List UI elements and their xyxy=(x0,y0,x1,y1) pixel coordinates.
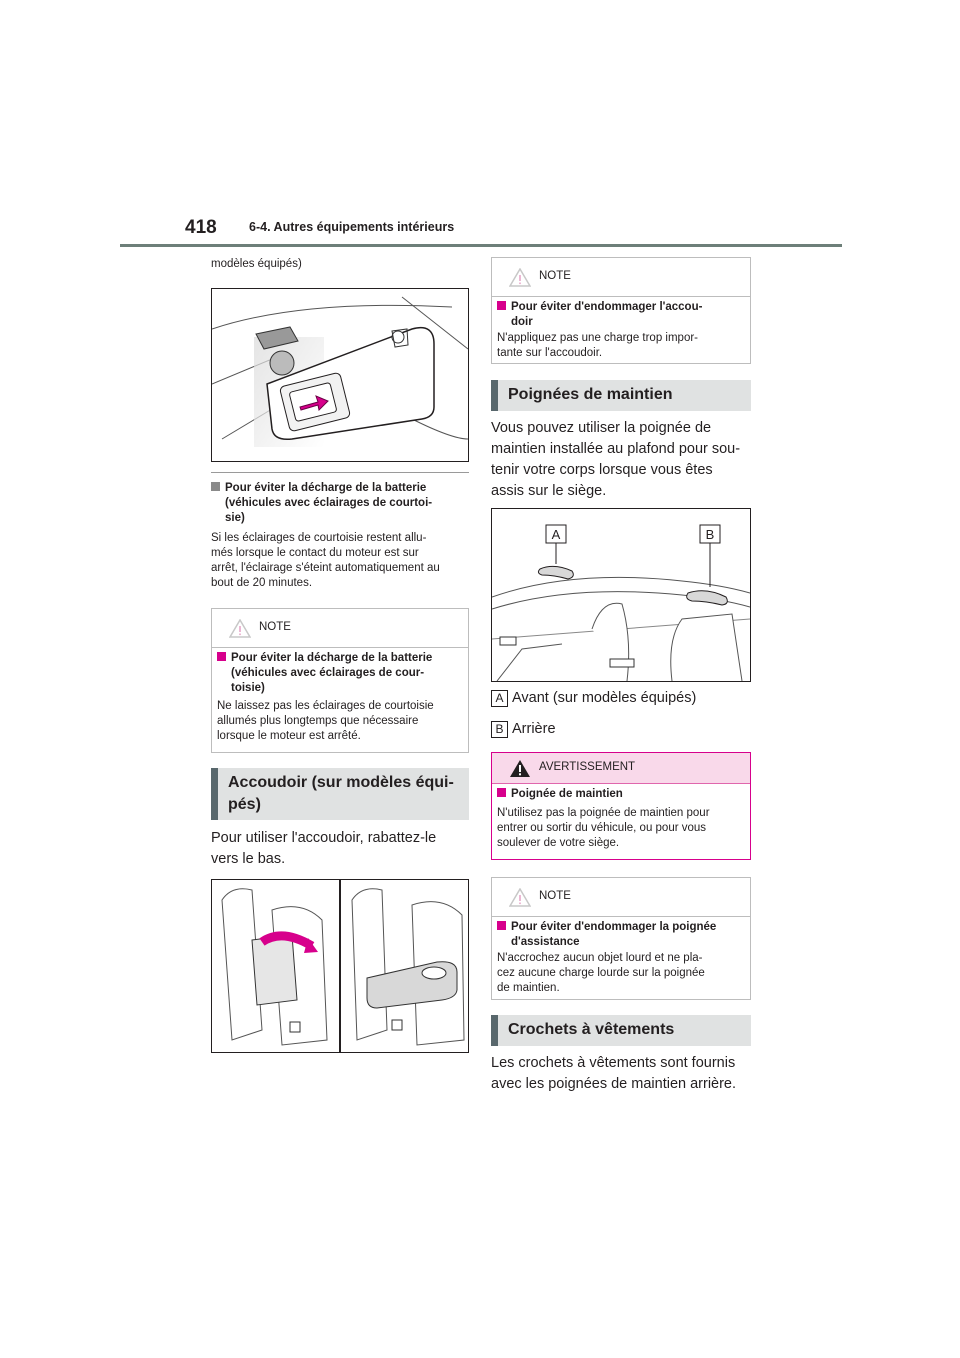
bullet-square-icon xyxy=(497,921,506,930)
callout-label-a: A xyxy=(551,527,561,542)
grip-handles-figure xyxy=(491,508,751,682)
divider xyxy=(211,472,469,473)
intro-fragment: modèles équipés) xyxy=(211,258,302,270)
callout-letter: B xyxy=(491,721,508,738)
section-grip-handles: Poignées de maintien xyxy=(491,380,751,411)
callout-label-b: B xyxy=(705,527,715,542)
caution-triangle-icon xyxy=(509,888,531,907)
caution-triangle-icon xyxy=(509,268,531,287)
bullet-square-icon xyxy=(211,482,220,491)
note-header: NOTE xyxy=(492,878,750,917)
note-title: Pour éviter d'endommager la poignée d'assistance xyxy=(497,920,749,950)
warning-box xyxy=(491,752,751,860)
battery-text: Si les éclairages de courtoisie restent allu- més lorsque le contact du moteur est sur arrêt, l'éclairage s'éteint automatiquement au bout de 20 minutes. xyxy=(211,532,440,589)
section-armrest: Accoudoir (sur modèles équi- pés) xyxy=(211,768,469,820)
page-number: 418 xyxy=(185,217,217,238)
note-header: NOTE xyxy=(212,609,468,648)
note-box-grip xyxy=(491,877,751,1000)
note-text: N'accrochez aucun objet lourd et ne pla- cez aucune charge lourde sur la poignée de maintien. xyxy=(497,952,705,994)
callout-letter: A xyxy=(491,690,508,707)
section-clothes-hooks: Crochets à vêtements xyxy=(491,1015,751,1046)
bullet-square-icon xyxy=(217,652,226,661)
warning-title: Poignée de maintien xyxy=(497,787,747,802)
callout-legend-a: A Avant (sur modèles équipés) xyxy=(491,688,696,709)
warning-triangle-icon xyxy=(509,759,531,778)
note-header: NOTE xyxy=(492,258,750,297)
warning-header: AVERTISSEMENT xyxy=(492,753,750,784)
grip-handles-illustration xyxy=(492,509,750,681)
header-rule xyxy=(120,244,842,247)
armrest-text: Pour utiliser l'accoudoir, rabattez-le vers le bas. xyxy=(211,830,437,867)
caution-triangle-icon xyxy=(229,619,251,638)
note-text: Ne laissez pas les éclairages de courtoisie allumés plus longtemps que nécessaire lorsque le moteur est arrêté. xyxy=(217,700,434,742)
warning-text: N'utilisez pas la poignée de maintien pour entrer ou sortir du véhicule, ou pour vous soulever de votre siège. xyxy=(497,807,710,849)
sun-visor-illustration xyxy=(212,289,468,461)
grip-text: Vous pouvez utiliser la poignée de maintien installée au plafond pour sou- tenir votre corps lorsque vous êtes assis sur le siège. xyxy=(491,420,741,499)
note-text: N'appliquez pas une charge trop impor- tante sur l'accoudoir. xyxy=(497,332,699,359)
sun-visor-figure xyxy=(211,288,469,462)
battery-subhead: Pour éviter la décharge de la batterie (véhicules avec éclairages de courtoi- sie) xyxy=(211,481,471,526)
hooks-text: Les crochets à vêtements sont fournis avec les poignées de maintien arrière. xyxy=(491,1055,737,1092)
bullet-square-icon xyxy=(497,788,506,797)
armrest-figure xyxy=(211,879,469,1053)
note-box-battery xyxy=(211,608,469,753)
callout-legend-b: B Arrière xyxy=(491,719,556,740)
armrest-illustration xyxy=(212,880,468,1052)
note-box-armrest xyxy=(491,257,751,364)
chapter-title: 6-4. Autres équipements intérieurs xyxy=(249,220,455,234)
note-title: Pour éviter la décharge de la batterie (véhicules avec éclairages de cour- toisie) xyxy=(217,651,467,696)
bullet-square-icon xyxy=(497,301,506,310)
note-title: Pour éviter d'endommager l'accou- doir xyxy=(497,300,747,330)
